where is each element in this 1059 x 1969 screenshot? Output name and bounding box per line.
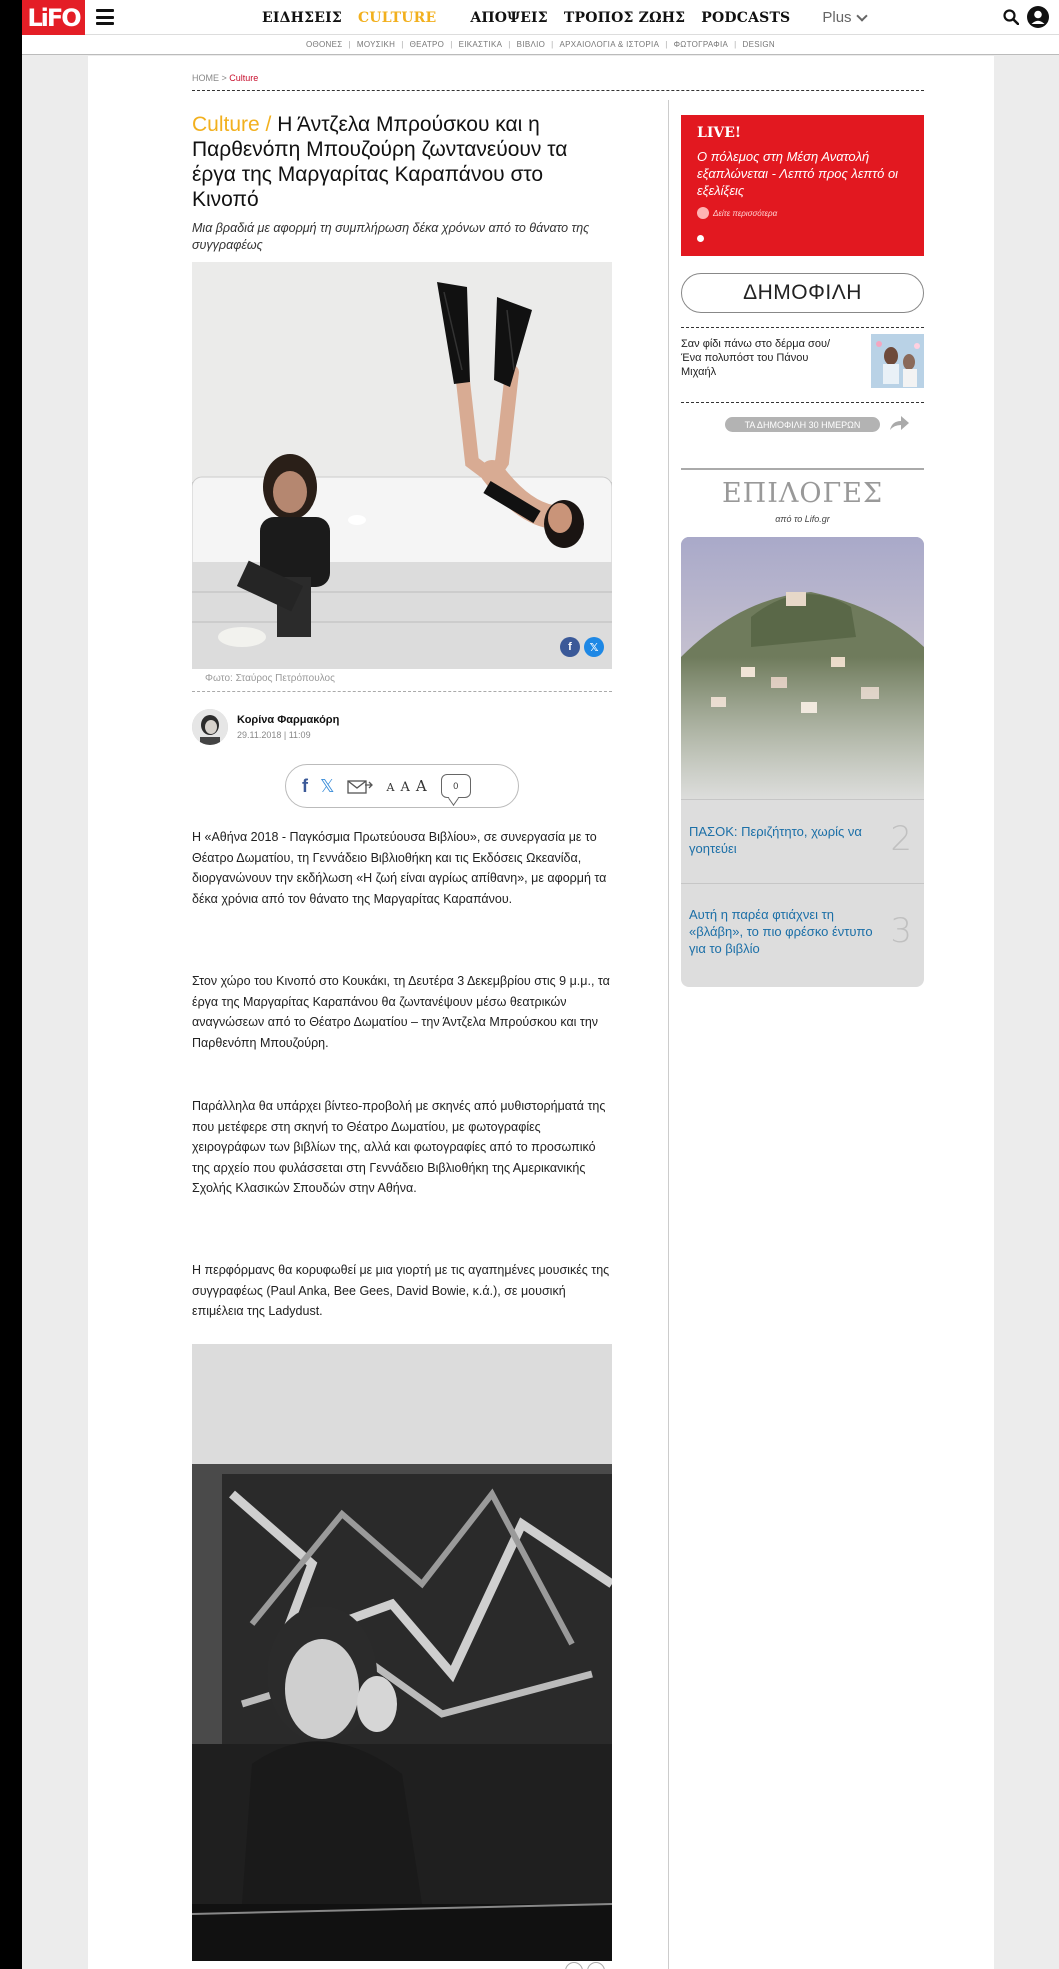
chevron-down-icon <box>856 10 867 21</box>
breadcrumb-current[interactable]: Culture <box>229 73 259 83</box>
article-paragraph: Η «Αθήνα 2018 - Παγκόσμια Πρωτεύουσα Βιβλίου», σε συνεργασία με το Θέατρο Δωματίου, τη Γεννάδειο Βιβλιοθήκη και τις Εκδόσεις Ωκεανίδα, διοργανώνουν την εκδήλωση «Η ζωή είναι αγρίως απίθανη», με αφορμή τα δέκα χρόνια από τον θάνατο της Μαργαρίτας Καραπάνου. <box>192 830 607 906</box>
breadcrumb-home[interactable]: HOME <box>192 73 219 83</box>
popular-item[interactable] <box>681 334 924 394</box>
nav-culture[interactable]: CULTURE <box>357 9 437 26</box>
share-toolbar <box>285 764 519 808</box>
pick-photo-illustration <box>681 537 924 799</box>
breadcrumb-divider <box>192 90 924 91</box>
facebook-icon[interactable]: f <box>560 637 580 657</box>
subnav-music[interactable]: ΜΟΥΣΙΚΗ <box>356 40 396 49</box>
pick-item[interactable] <box>681 537 924 799</box>
popular-item-thumbnail[interactable] <box>871 334 924 388</box>
facebook-icon[interactable] <box>565 1962 583 1969</box>
subnav-book[interactable]: ΒΙΒΛΙΟ <box>516 40 546 49</box>
subnav-theatre[interactable]: ΘΕΑΤΡΟ <box>409 40 445 49</box>
hero-photo-illustration <box>192 262 612 669</box>
subnav-design[interactable]: DESIGN <box>742 40 776 49</box>
author-name[interactable]: Κορίνα Φαρμακόρη <box>237 714 340 726</box>
carousel-dot[interactable] <box>697 235 704 242</box>
popular-item-title[interactable]: Σαν φίδι πάνω στο δέρμα σου/ Ένα πολυπόστ του Πάνου Μιχαήλ <box>681 338 831 378</box>
nav-news[interactable]: ΕΙΔΗΣΕΙΣ <box>262 9 342 26</box>
comments-icon[interactable] <box>441 774 471 798</box>
pick-number: 2 <box>890 819 912 859</box>
live-more-label: Δείτε περισσότερα <box>713 208 778 218</box>
live-tag: LIVE! <box>697 125 742 141</box>
article-paragraph: Η περφόρμανς θα κορυφωθεί με μια γιορτή με τις αγαπημένες μουσικές της συγγραφέως (Paul Anka, Bee Gees, David Bowie, κ.ά.), σε μουσική επιμέλεια της Ladydust. <box>192 1263 610 1318</box>
dot-icon <box>697 207 709 219</box>
portrait-photo-illustration <box>192 1344 612 1961</box>
image-share-2 <box>565 1962 605 1969</box>
site-logo[interactable]: LiFO <box>22 0 85 35</box>
avatar-illustration <box>192 709 228 745</box>
picks-subtitle: από το Lifo.gr <box>775 514 830 524</box>
hero-image <box>192 262 612 669</box>
author-block <box>192 707 339 747</box>
live-headline[interactable]: Ο πόλεμος στη Μέση Ανατολή εξαπλώνεται - Λεπτό προς λεπτό οι εξελίξεις <box>697 149 899 198</box>
pick-item[interactable] <box>681 883 924 987</box>
picks-title: ΕΠΙΛΟΓΕΣ <box>721 478 884 509</box>
font-large-icon[interactable]: A <box>415 777 429 795</box>
article-header <box>192 112 612 254</box>
x-share-icon[interactable]: 𝕏 <box>320 775 335 796</box>
article-category[interactable]: Culture / <box>192 113 272 136</box>
search-icon[interactable] <box>1003 9 1019 25</box>
pick-number: 3 <box>890 911 912 951</box>
font-medium-icon[interactable]: A <box>400 780 412 795</box>
menu-icon[interactable] <box>96 9 114 25</box>
user-account-icon[interactable] <box>1027 6 1049 28</box>
live-more[interactable] <box>697 207 908 219</box>
font-small-icon[interactable]: A <box>386 781 397 794</box>
main-nav <box>262 0 866 35</box>
caption-divider <box>192 691 612 692</box>
popular-divider <box>681 402 924 403</box>
popular-button[interactable]: ΔΗΜΟΦΙΛΗ <box>681 273 924 313</box>
pick-title[interactable]: Αυτή η παρέα φτιάχνει τη «βλάβη», το πιο φρέσκο έντυπο για το βιβλίο <box>689 907 873 956</box>
article-photo <box>192 1344 612 1961</box>
facebook-share-icon[interactable]: f <box>302 775 308 796</box>
pick-title[interactable]: ΠΑΣΟΚ: Περιζήτητο, χωρίς να γοητεύει <box>689 824 862 856</box>
x-icon[interactable] <box>587 1962 605 1969</box>
share-arrow-icon[interactable] <box>888 414 910 432</box>
breadcrumb <box>192 73 258 83</box>
article-paragraph: Παράλληλα θα υπάρχει βίντεο-προβολή με σκηνές από μυθιστορήματά της που μετέφερε στη σκηνή το Θέατρο Δωματίου, με φωτογραφίες χειρογράφων των βιβλίων της, αλλά και φωτογραφίες από το προσωπικό της αρχείο που φυλάσσεται στη Γεννάδειο Βιβλιοθήκη της Αμερικανικής Σχολής Κλασικών Σπουδών στην Αθήνα. <box>192 1099 606 1195</box>
nav-plus-label: Plus <box>822 9 852 26</box>
email-share-icon[interactable] <box>347 778 375 794</box>
comments-count: 0 <box>453 781 459 791</box>
section-divider <box>681 468 924 470</box>
nav-lifestyle[interactable]: ΤΡΟΠΟΣ ΖΩΗΣ <box>563 9 686 26</box>
live-news-box[interactable] <box>681 115 924 256</box>
article-lede: Μια βραδιά με αφορμή τη συμπλήρωση δέκα χρόνων από το θάνατο της συγγραφέως <box>192 221 590 252</box>
top-bar <box>22 0 1059 35</box>
x-icon[interactable]: 𝕏 <box>584 637 604 657</box>
nav-opinions[interactable]: ΑΠΟΨΕΙΣ <box>470 9 548 26</box>
photo-caption: Φωτο: Σταύρος Πετρόπουλος <box>205 673 335 684</box>
picks-list <box>681 537 924 987</box>
nav-plus-dropdown[interactable] <box>822 9 865 26</box>
thumbnail-illustration <box>871 334 924 388</box>
publish-date: 29.11.2018 | 11:09 <box>237 730 311 740</box>
column-divider <box>668 100 669 1969</box>
pick-item[interactable] <box>681 799 924 883</box>
author-avatar[interactable] <box>192 709 228 745</box>
popular-divider <box>681 327 924 328</box>
article-paragraph: Στον χώρο του Κινοπό στο Κουκάκι, τη Δευτέρα 3 Δεκεμβρίου στις 9 μ.μ., τα έργα της Μαργαρίτας Καραπάνου θα ζωντανέψουν μέσω θεατρικών αναγνώσεων από το Θέατρο Δωματίου – την Άντζελα Μπρούσκου και την Παρθενόπη Μπουζούρη. <box>192 974 610 1050</box>
subnav-archaeology[interactable]: ΑΡΧΑΙΟΛΟΓΙΑ & ΙΣΤΟΡΙΑ <box>559 40 660 49</box>
nav-podcasts[interactable]: PODCASTS <box>701 9 791 26</box>
article-title-text: Η Άντζελα Μπρούσκου και η Παρθενόπη Μπουζούρη ζωντανεύουν τα έργα της Μαργαρίτας Καραπάνου στο Κινοπό <box>192 113 568 211</box>
subnav-photography[interactable]: ΦΩΤΟΓΡΑΦΙΑ <box>673 40 729 49</box>
popular-30-days-button[interactable]: ΤΑ ΔΗΜΟΦΙΛΗ 30 ΗΜΕΡΩΝ <box>725 417 880 432</box>
font-size-control[interactable] <box>387 777 429 795</box>
article-title <box>192 112 612 212</box>
breadcrumb-separator: > <box>221 73 227 83</box>
sub-nav: ΟΘΟΝΕΣ | ΜΟΥΣΙΚΗ | ΘΕΑΤΡΟ | ΕΙΚΑΣΤΙΚΑ | ΒΙΒΛΙΟ | ΑΡΧΑΙΟΛΟΓΙΑ & ΙΣΤΟΡΙΑ | ΦΩΤΟΓΡΑΦΙΑ | DESIGN <box>22 35 1059 55</box>
image-share <box>560 637 604 657</box>
subnav-screens[interactable]: ΟΘΟΝΕΣ <box>305 40 343 49</box>
subnav-visual-arts[interactable]: ΕΙΚΑΣΤΙΚΑ <box>458 40 503 49</box>
